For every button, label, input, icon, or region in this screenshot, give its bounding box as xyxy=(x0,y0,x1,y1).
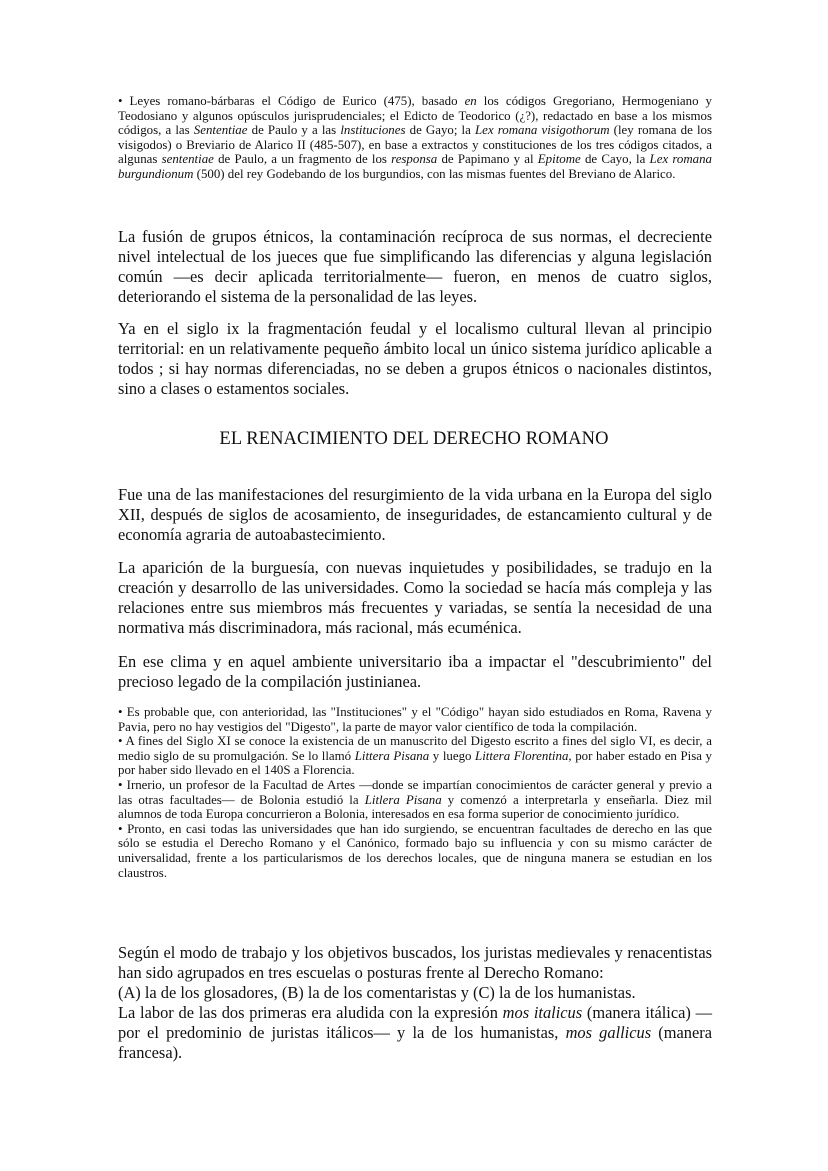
paragraph-body xyxy=(118,652,712,692)
paragraph-leyes xyxy=(118,94,712,182)
paragraph-line xyxy=(118,1003,712,1063)
paragraph-resurgimiento xyxy=(118,485,712,545)
text-run: La labor de las dos primeras era aludida con la expresión xyxy=(118,1003,503,1022)
section-heading: EL RENACIMIENTO DEL DERECHO ROMANO xyxy=(219,429,609,449)
paragraph-body xyxy=(118,485,712,545)
text-run: Fue una de las manifestaciones del resurgimiento de la vida urbana en la Europa del siglo XII, después de siglos de acosamiento, de inseguridades, de estancamiento cultural y de economía agraria de autoabastecimiento. xyxy=(118,485,712,544)
italic-text: mos gallicus xyxy=(565,1023,652,1042)
text-run: • A fines del Siglo XI se conoce la existencia de un manuscrito del Digesto escrito a fines del siglo VI, es decir, a medio siglo de su promulgación. Se lo llamó xyxy=(118,734,712,763)
text-run: (ley romana de los visigodos) o Breviario de Alarico II (485-507), en base a extractos y constituciones de los tres códigos citados, a algunas xyxy=(118,123,712,167)
paragraph-siglo-ix xyxy=(118,319,712,399)
text-run: de Paulo y a las xyxy=(247,123,341,138)
text-run: (500) del rey Godebando de los burgundios, con las mismas fuentes del Breviano de Alarico. xyxy=(193,166,676,181)
text-run: • Es probable que, con anterioridad, las "Instituciones" y el "Código" hayan sido estudiados en Roma, Ravena y Pavia, pero no hay vestigios del "Digesto", la parte de mayor valor científico de toda la compilación. xyxy=(118,705,712,734)
text-run: (A) la de los glosadores, (B) la de los comentaristas y (C) la de los humanistas. xyxy=(118,983,636,1002)
paragraph-clima xyxy=(118,652,712,692)
italic-text: Lex romana burgundionum xyxy=(118,152,713,181)
paragraph-bullets xyxy=(118,705,712,880)
text-run: de Gayo; la xyxy=(405,123,475,138)
paragraph-line xyxy=(118,705,712,734)
text-run: (manera itálica) —por el predominio de juristas itálicos— y la de los humanistas, xyxy=(118,1003,713,1042)
italic-text: Litlera Pisana xyxy=(364,792,442,807)
paragraph-escuelas xyxy=(118,943,712,1063)
text-run: Según el modo de trabajo y los objetivos buscados, los juristas medievales y renacentistas han sido agrupados en tres escuelas o posturas frente al Derecho Romano: xyxy=(118,943,712,982)
text-run: En ese clima y en aquel ambiente universitario iba a impactar el "descubrimiento" del precioso legado de la compilación justinianea. xyxy=(118,652,712,691)
text-run: y comenzó a interpretarla y enseñarla. Diez mil alumnos de toda Europa concurrieron a Bolonia, interesados en esa forma superior de conocimiento jurídico. xyxy=(118,792,712,822)
text-run: y luego xyxy=(429,748,476,763)
paragraph-body xyxy=(118,319,712,399)
italic-text: Epitome xyxy=(537,152,581,167)
italic-text: Lex romana visigothorum xyxy=(475,123,610,138)
text-run: • Irnerio, un profesor de la Facultad de Artes —donde se impartían conocimientos de carácter general y previo a las otras facultades— de Bolonia estudió la xyxy=(118,777,712,807)
text-run: de Paulo, a un fragmento de los xyxy=(213,152,392,167)
paragraph-line xyxy=(118,943,712,983)
text-run: La fusión de grupos étnicos, la contaminación recíproca de sus normas, el decreciente nivel intelectual de los jueces que fue simplificando las diferencias y alguna legislación común —es decir aplicada territorialmente— fueron, en menos de cuatro siglos, deteriorando el sistema de la personalidad de las leyes. xyxy=(118,227,712,306)
paragraph-body xyxy=(118,227,712,307)
paragraph-body xyxy=(118,94,712,182)
text-run: • Leyes romano-bárbaras el Código de Eurico (475), basado xyxy=(118,94,465,108)
italic-text: en xyxy=(464,94,477,108)
text-run: por haber estado en Pisa y por haber sido llevado en el 140S a Florencia. xyxy=(118,748,712,778)
paragraph-burguesia xyxy=(118,558,712,638)
text-run: de Cayo, la xyxy=(580,152,650,167)
paragraph-fusion xyxy=(118,227,712,307)
italic-text: Littera Florentina, xyxy=(475,748,572,763)
text-run: los códigos Gregoriano, Hermogeniano y Teodosiano y algunos opúsculos jurisprudenciales; el Edicto de Teodorico (¿?), redactado en base a los mismos códigos, a las xyxy=(118,94,712,138)
italic-text: lnstituciones xyxy=(340,123,406,138)
text-run: La aparición de la burguesía, con nuevas inquietudes y posibilidades, se tradujo en la creación y desarrollo de las universidades. Como la sociedad se hacía más compleja y las relaciones entre sus miembros más frecuentes y variadas, se sentía la necesidad de una normativa más discriminadora, más racional, más ecuménica. xyxy=(118,558,712,637)
paragraph-line xyxy=(118,734,712,778)
paragraph-line xyxy=(118,822,712,880)
italic-text: Littera Pisana xyxy=(354,748,430,763)
text-run: (manera francesa). xyxy=(118,1023,712,1062)
paragraph-body xyxy=(118,558,712,638)
italic-text: mos italicus xyxy=(502,1003,583,1022)
italic-text: sententiae xyxy=(161,152,214,167)
paragraph-line xyxy=(118,778,712,822)
text-run: de Papimano y al xyxy=(437,152,538,167)
italic-text: responsa xyxy=(391,152,438,167)
text-run: • Pronto, en casi todas las universidades que han ido surgiendo, se encuentran facultades de derecho en las que sólo se estudia el Derecho Romano y el Canónico, formado bajo su influencia y con su mismo carácter de universalidad, frente a los particularismos de los derechos locales, que de ninguna manera se estudian en los claustros. xyxy=(118,821,712,880)
italic-text: Sententiae xyxy=(193,123,248,138)
paragraph-line xyxy=(118,983,712,1003)
text-run: Ya en el siglo ix la fragmentación feudal y el localismo cultural llevan al principio territorial: en un relativamente pequeño ámbito local un único sistema jurídico aplicable a todos ; si hay normas diferenciadas, no se deben a grupos étnicos o nacionales distintos, sino a clases o estamentos sociales. xyxy=(118,319,712,398)
